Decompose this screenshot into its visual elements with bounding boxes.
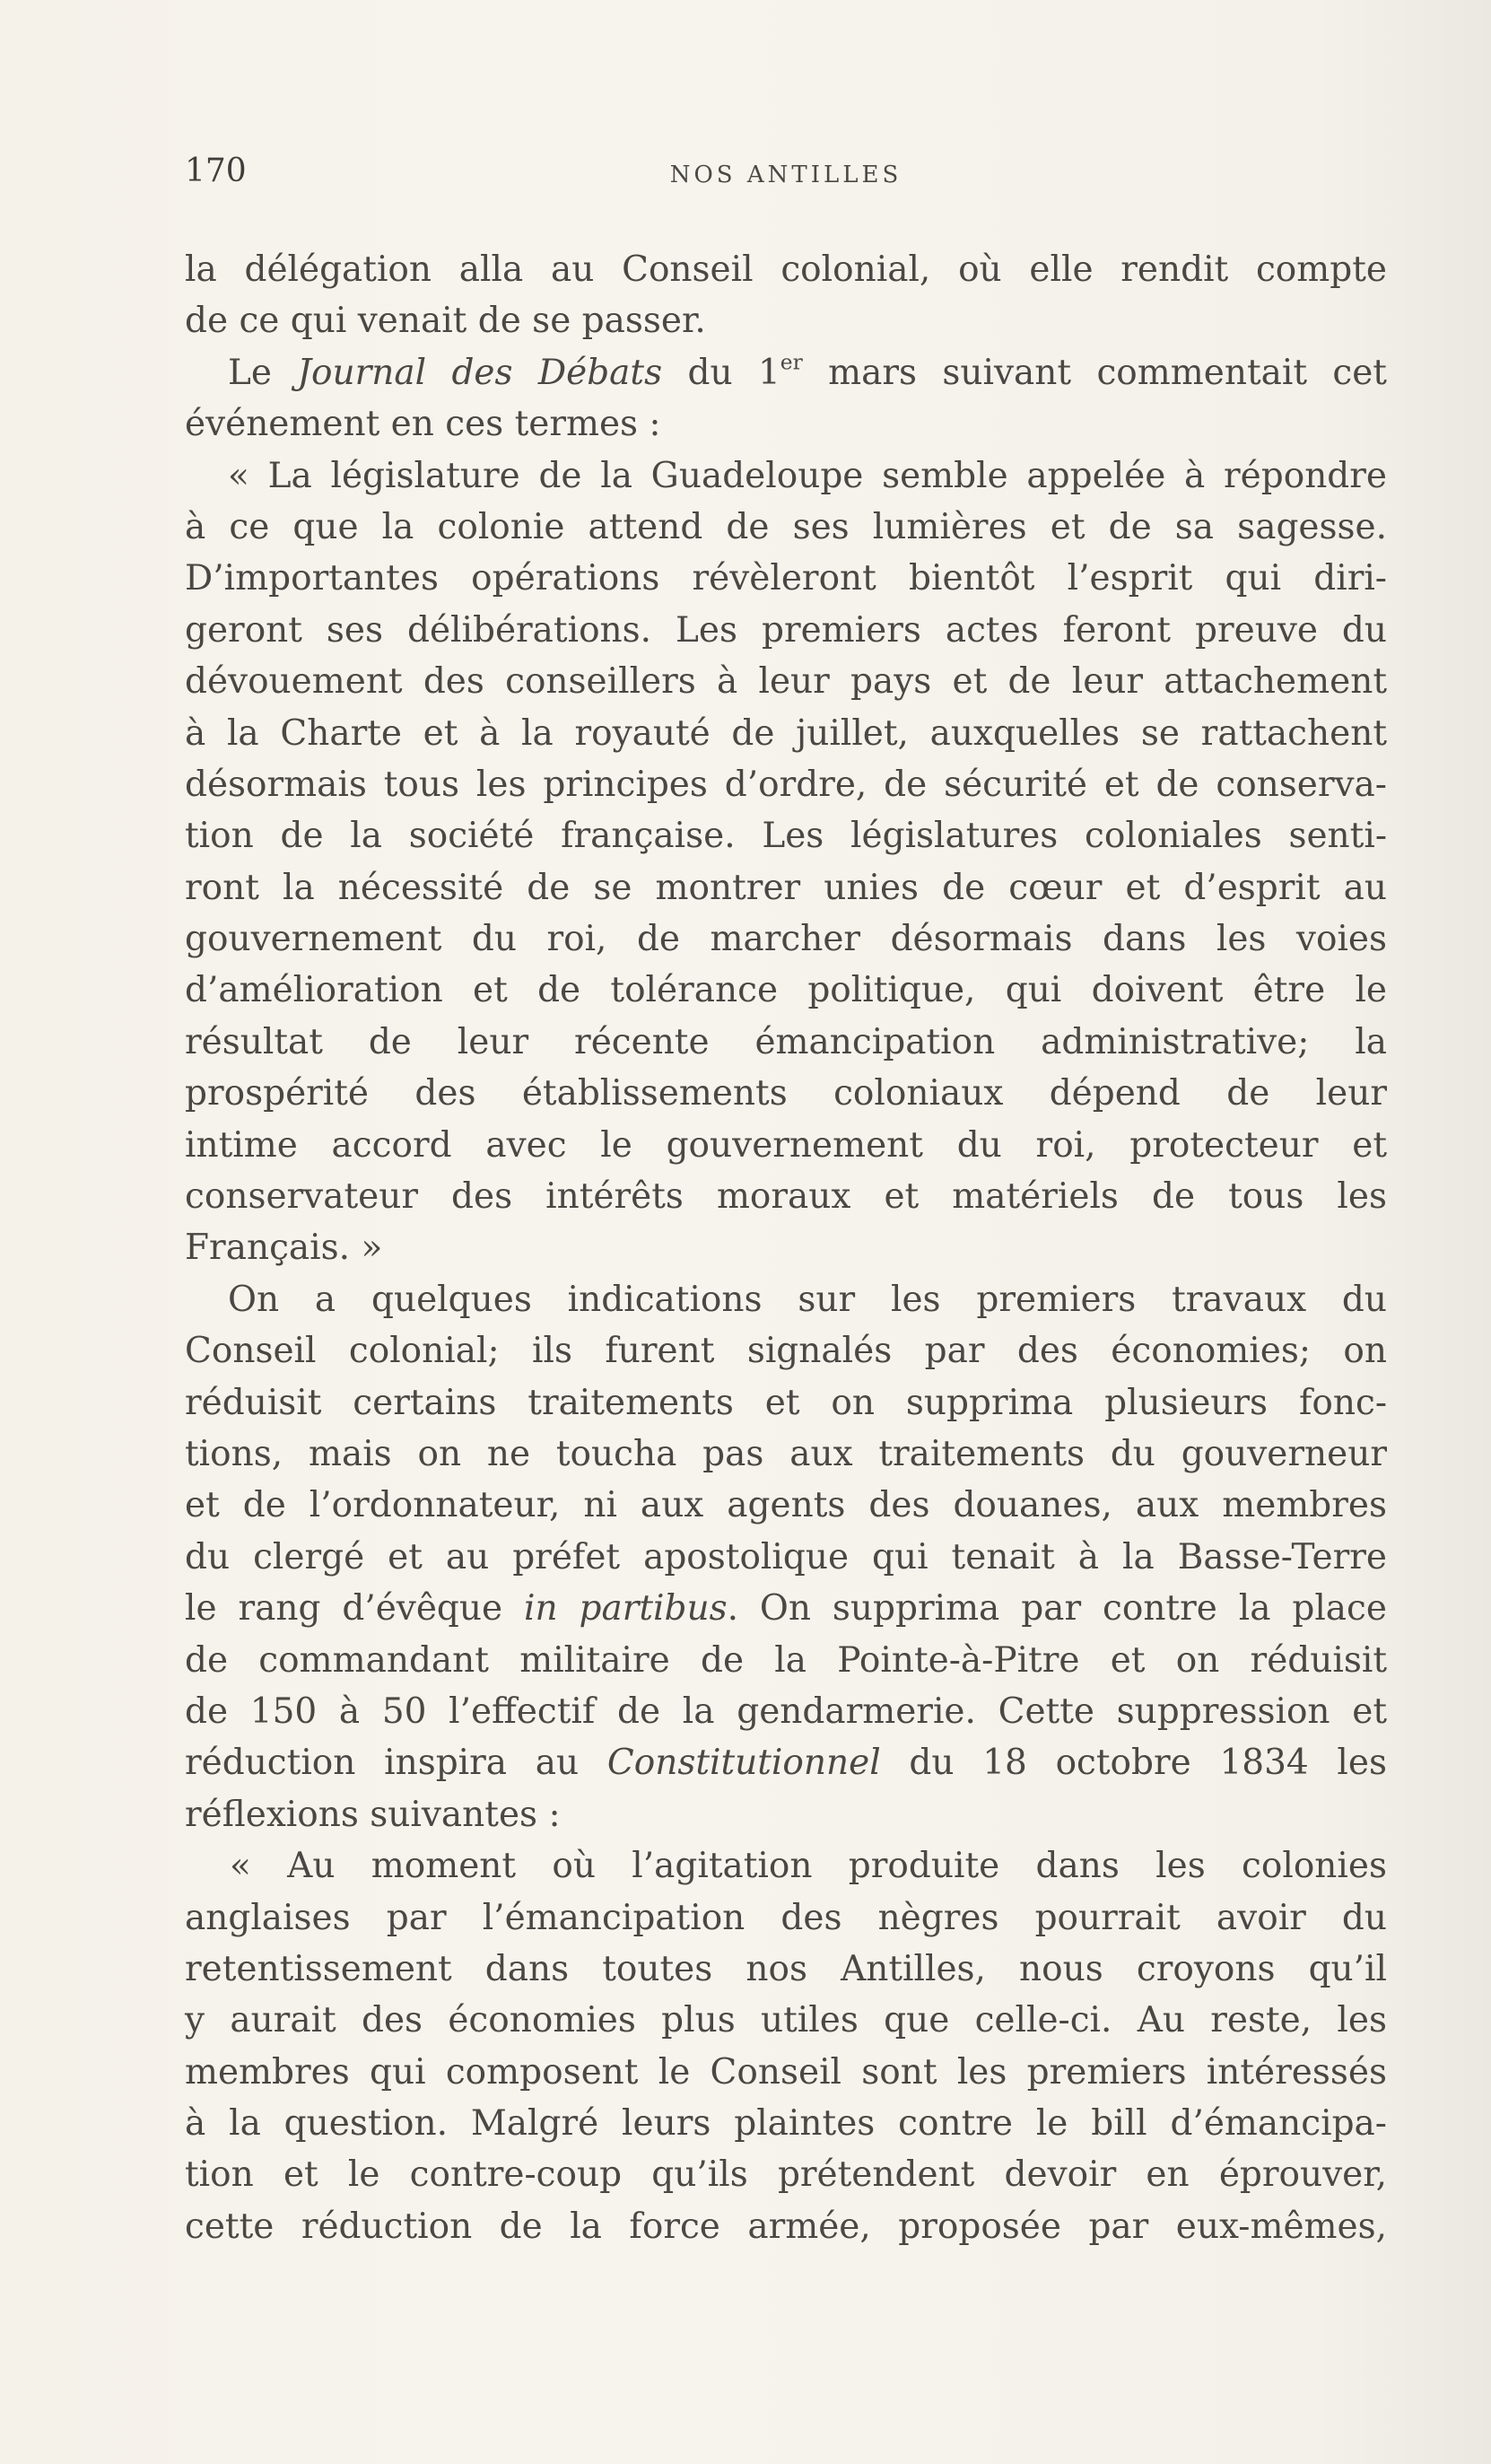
text-fragment: du 18 octobre 1834 les xyxy=(880,1743,1387,1784)
text-line: prospérité des établissements coloniaux dépend de leur xyxy=(185,1073,1387,1114)
text-line: retentissement dans toutes nos Antilles, nous croyons qu’il xyxy=(185,1948,1387,1989)
text-line xyxy=(185,1737,1387,1788)
text-line: désormais tous les principes d’ordre, de sécurité et de conserva- xyxy=(185,764,1387,805)
italic-phrase: in partibus xyxy=(523,1588,728,1630)
text-line: de commandant militaire de la Pointe-à-Pitre et on réduisit xyxy=(185,1639,1387,1681)
text-line: réduisit certains traitements et on supprima plusieurs fonc- xyxy=(185,1382,1387,1423)
text-line: gouvernement du roi, de marcher désormais dans les voies xyxy=(185,919,1387,960)
page-header xyxy=(185,153,1387,206)
newspaper-title: Constitutionnel xyxy=(606,1743,881,1784)
text-line xyxy=(185,1583,1387,1634)
text-line: On a quelques indications sur les premiers travaux du xyxy=(228,1279,1387,1320)
text-line: résultat de leur récente émancipation administrative; la xyxy=(185,1021,1387,1062)
text-line: conservateur des intérêts moraux et matériels de tous les xyxy=(185,1176,1387,1218)
text-line: intime accord avec le gouvernement du roi, protecteur et xyxy=(185,1124,1387,1166)
text-line: geront ses délibérations. Les premiers actes feront preuve du xyxy=(185,609,1387,651)
text-line: D’importantes opérations révèleront bientôt l’esprit qui diri- xyxy=(185,558,1387,599)
text-line xyxy=(185,347,1387,398)
text-line: événement en ces termes : xyxy=(185,404,661,445)
text-line: « Au moment où l’agitation produite dans les colonies xyxy=(230,1846,1387,1887)
text-fragment: le rang d’évêque xyxy=(185,1588,524,1630)
text-fragment: réduction inspira au xyxy=(185,1743,607,1784)
text-line: du clergé et au préfet apostolique qui tenait à la Basse-Terre xyxy=(185,1536,1387,1577)
text-line: à la Charte et à la royauté de juillet, auxquelles se rattachent xyxy=(185,712,1387,754)
text-line: à ce que la colonie attend de ses lumières et de sa sagesse. xyxy=(185,506,1387,547)
text-line: à la question. Malgré leurs plaintes contre le bill d’émancipa- xyxy=(185,2103,1387,2145)
text-line: y aurait des économies plus utiles que celle-ci. Au reste, les xyxy=(185,2000,1387,2041)
text-line: cette réduction de la force armée, proposée par eux-mêmes, xyxy=(185,2206,1387,2247)
page-number: 170 xyxy=(185,153,247,189)
text-line: Français. » xyxy=(185,1228,383,1269)
text-line: dévouement des conseillers à leur pays et de leur attachement xyxy=(185,661,1387,703)
superscript: er xyxy=(780,349,803,375)
running-title: NOS ANTILLES xyxy=(669,162,902,188)
text-line: membres qui composent le Conseil sont les premiers intéressés xyxy=(185,2051,1387,2093)
text-line: ront la nécessité de se montrer unies de cœur et d’esprit au xyxy=(185,867,1387,908)
text-line: et de l’ordonnateur, ni aux agents des douanes, aux membres xyxy=(185,1485,1387,1526)
text-line: la délégation alla au Conseil colonial, où elle rendit compte xyxy=(185,249,1387,290)
text-line: d’amélioration et de tolérance politique, qui doivent être le xyxy=(185,970,1387,1011)
body-text xyxy=(185,244,1387,2252)
text-fragment: Le xyxy=(228,352,298,393)
text-line: de ce qui venait de se passer. xyxy=(185,301,706,342)
text-line: anglaises par l’émancipation des nègres pourrait avoir du xyxy=(185,1897,1387,1938)
text-line: Conseil colonial; ils furent signalés par des économies; on xyxy=(185,1331,1387,1372)
text-line: « La législature de la Guadeloupe semble appelée à répondre xyxy=(228,455,1387,496)
text-line: tion de la société française. Les législatures coloniales senti- xyxy=(185,816,1387,857)
text-fragment: du 1 xyxy=(662,352,780,393)
text-line: tions, mais on ne toucha pas aux traitements du gouverneur xyxy=(185,1433,1387,1474)
text-line: tion et le contre-coup qu’ils prétendent devoir en éprouver, xyxy=(185,2154,1387,2196)
text-line: de 150 à 50 l’effectif de la gendarmerie. Cette suppression et xyxy=(185,1691,1387,1732)
text-fragment: mars suivant commentait cet xyxy=(802,352,1387,393)
text-line: réflexions suivantes : xyxy=(185,1794,561,1835)
journal-title: Journal des Débats xyxy=(297,352,663,393)
text-fragment: . On supprima par contre la place xyxy=(727,1588,1387,1630)
